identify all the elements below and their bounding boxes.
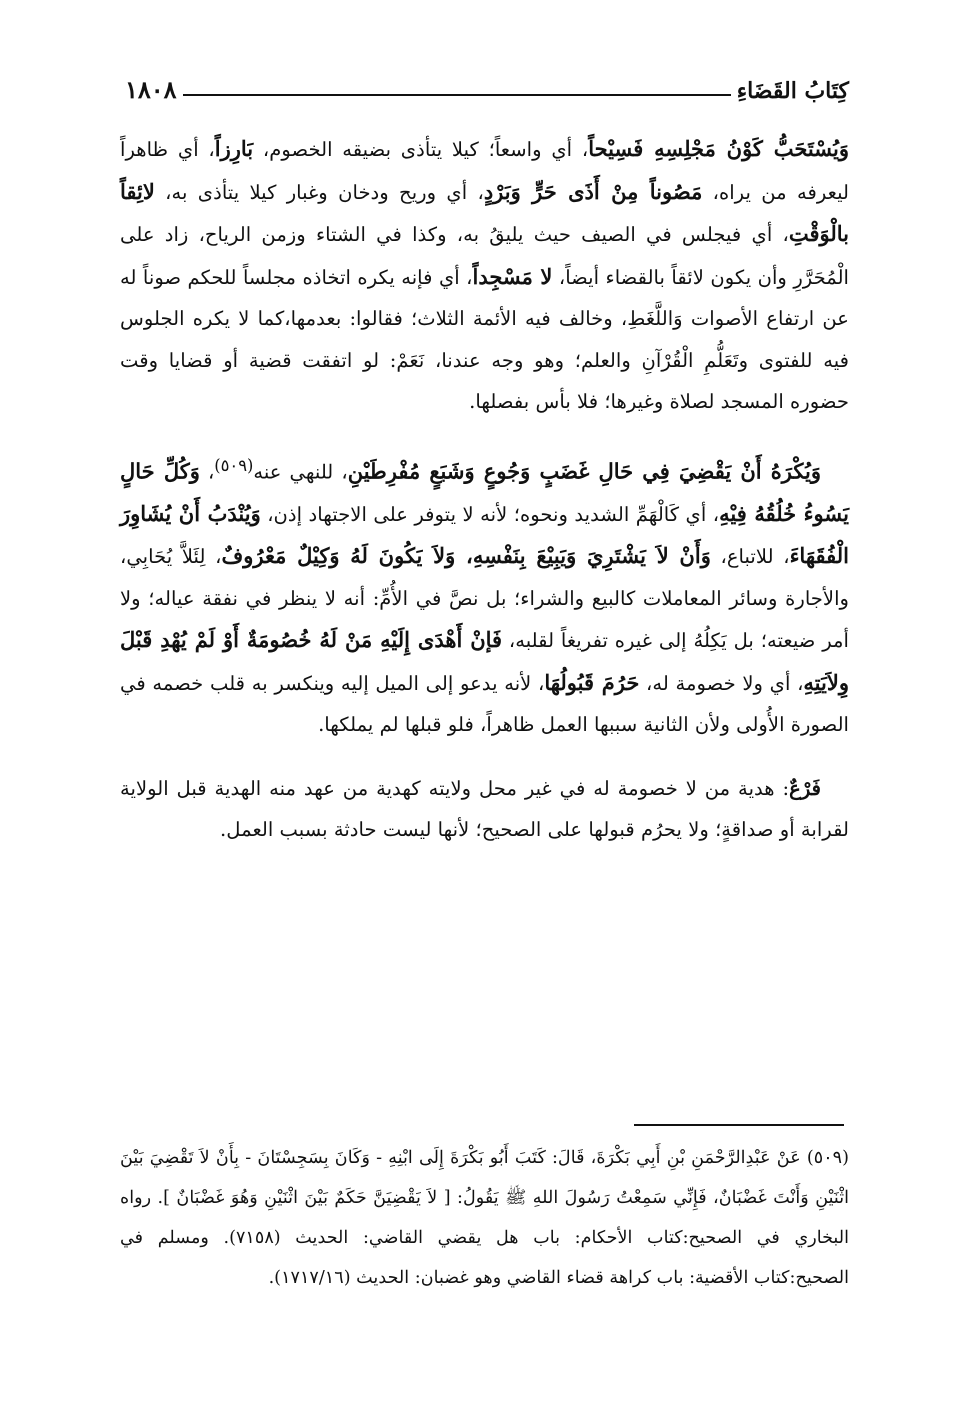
matn-text: فَرْعٌ [789,776,821,800]
footnote-number: (٥٠٩) [806,1148,849,1168]
commentary-text: : هدية من لا خصومة له في غير محل ولايته كهدية من عهد منه الهدية قبل الولاية لقرابة أو صداقةٍ؛ ولا يحرُم قبولها على الصحيح؛ لأنها ليست حادثة بسبب العمل. [120,776,849,842]
footnote-rule [634,1124,844,1126]
commentary-text: ، للاتباع، [710,545,790,569]
matn-text: مَصُوناً مِنْ أَذَى حَرٍّ وَبَرْدٍ [483,178,703,204]
main-text [120,128,849,873]
matn-text: لائِقاً بالْوَقْتِ [120,178,849,246]
matn-text: لا مَسْجِداً [472,263,553,289]
commentary-text: ، أي ولا خصومة له، [639,671,804,695]
commentary-text: ، أي وريح ودخان وغبار كيلا يتأذى به، [154,180,484,204]
footnote-ref: (٥٠٩) [214,455,254,475]
commentary-text: ، أي كَالْهَمِّ الشديد ونحوه؛ لأنه لا يتوفر على الاجتهاد إذن، [260,502,720,526]
matn-text: وَيُكْرَهُ أَنْ يَقْضِيَ فِي حَالِ غَضَبٍ وَجُوعٍ وَشَبَعٍ مُفْرِطَيْنِ [347,458,821,484]
matn-text: وَأَنْ لاَ يَشْتَرِيَ وَيَبِيْعَ بِنَفْسِهِ، وَلاَ يَكُونَ لَهُ وَكِيْلٌ مَعْرُوفٌ [221,543,711,569]
matn-text: وَيُنْدَبُ أَنْ يُشَاوِرَ الْفُقَهَاءَ [120,500,849,569]
matn-text: حَرُمَ قَبُولُهَا [544,669,640,695]
header-rule [183,94,731,96]
page-number: ١٨٠٨ [125,75,177,104]
page-header [125,62,849,106]
book-title: كِتَابُ القَضَاءِ [736,78,849,104]
commentary-text: ، [199,460,215,484]
commentary-text: ، لأنه يدعو إلى الميل إليه وينكسر به قلب خصمه في الصورة الأُولى ولأن الثانية سببها العمل ظاهراً، فلو قبلها لم يملكها. [120,671,849,737]
commentary-text: ، أي ظاهراً ليعرفه من يراه، [120,138,849,204]
commentary-text: ، للنهي عنه [253,460,348,484]
paragraph-3 [120,768,849,851]
commentary-text: ، أي واسعاً؛ كيلا يتأذى بضيقه الخصوم، [253,138,589,161]
footnote-text: عَنْ عَبْدِالرَّحْمَنِ بْنِ أَبِي بَكْرَةَ، قَالَ: كَتَبَ أَبُو بَكْرَةَ إِلَى ابْنِهِ - وَكَانَ بِسَجِسْتَانَ - بِأَنْ لاَ تَقْضِيَ بَيْنَ اثْنَيْنِ وَأَنْتَ غَضْبَانٌ، فَإِنِّي سَمِعْتُ رَسُولَ اللهِ ﷺ يَقُولُ: [ لاَ يَقْضِيَنَّ حَكَمٌ بَيْنَ اثْنَيْنِ وَهُوَ غَضْبَانٌ ]. رواه البخاري في الصحيح:كتاب الأحكام: باب هل يقضي القاضي: الحديث (٧١٥٨). ومسلم في الصحيح:كتاب الأقضية: باب كراهة قضاء القاضي وهو غضبان: الحديث (١٧١٧/١٦). [120,1148,849,1288]
paragraph-2 [120,445,849,746]
commentary-text: ، لِئَلاَّ يُحَابِي، والأجارة وسائر المعاملات كالبيع والشراء؛ بل نصَّ في الأُمِّ: أنه لا ينظر في نفقة عياله؛ ولا أمر ضيعته؛ بل يَكِلُهُ إلى غيره تفريغاً لقلبه، [120,545,849,653]
matn-text: بَارِزاً [214,136,254,161]
matn-text: فَإنْ أَهْدَى إِلَيْهِ مَنْ لَهُ خُصُومَةٌ أَوْ لَمْ يُهْدِ قَبْلَ وِلاَيَتِهِ [120,627,849,695]
commentary-text: ، أي فإنه يكره اتخاذه مجلساً للحكم صوناً له عن ارتفاع الأصوات وَاللَّغَطِ، وخالف فيه الأئمة الثلاث؛ فقالوا: بعدمها،كما لا يكره الجلوس فيه للفتوى وتَعَلُّمِ الْقُرْآنِ والعلم؛ وهو وجه عندنا، نَعَمْ: لو اتفقت قضية أو قضايا وقت حضوره المسجد لصلاة وغيرها؛ فلا بأس بفصلها. [120,265,849,413]
commentary-text: ، أي فيجلس في الصيف حيث يليقُ به، وكذا في الشتاء وزمن الرياح، زاد على الْمُحَرَّرِ وأن يكون لائقاً بالقضاء أيضاً، [120,223,849,289]
matn-text: وَكُلِّ حَالٍ يَسُوءُ خُلُقُهُ فِيْهِ [120,458,849,526]
matn-text: وَيُسْتَحَبُّ كَوْنُ مَجْلِسِهِ فَسِيْحاً [588,136,849,161]
footnote [120,1138,849,1298]
paragraph-1 [120,128,849,423]
